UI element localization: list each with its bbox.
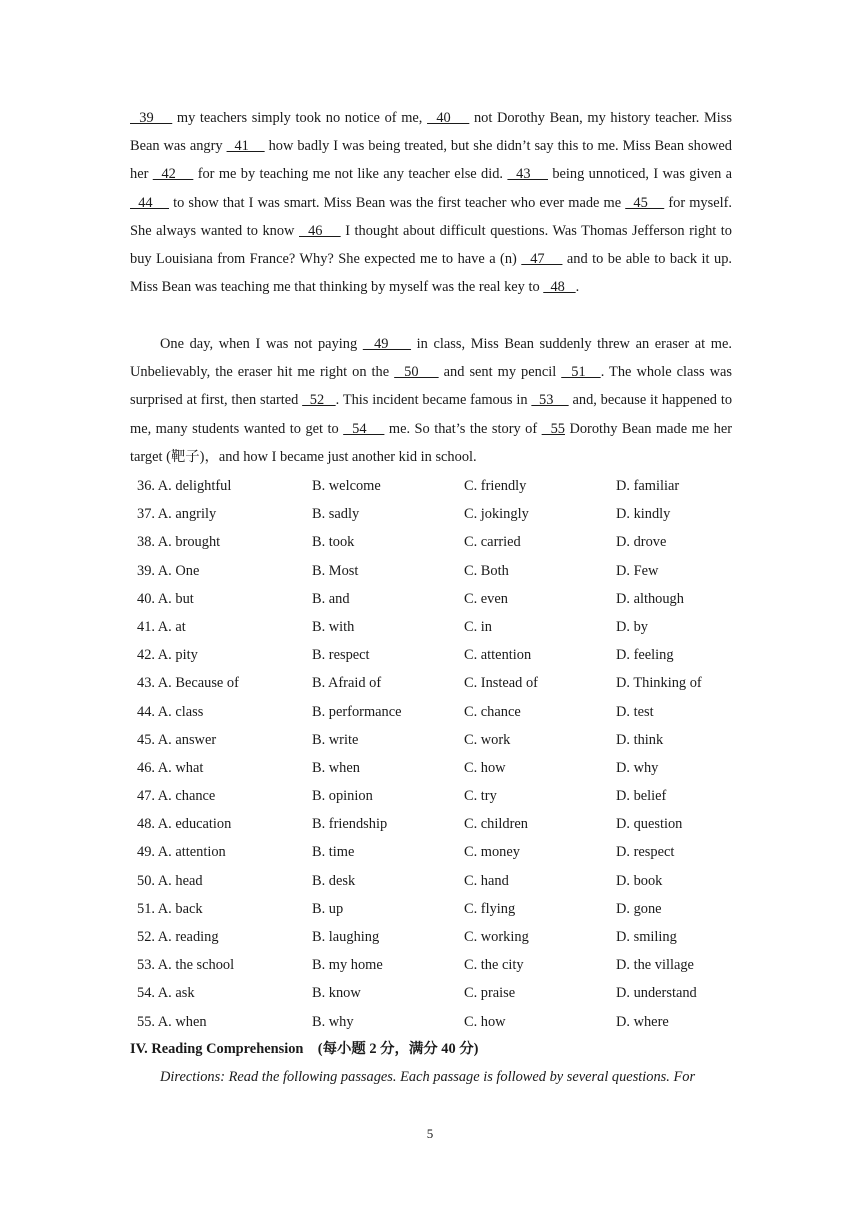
passage-text: me. So that’s the story of bbox=[384, 420, 542, 437]
passage-text: in class, Miss Bean suddenly threw an eraser at me. Unbelievably, the eraser hit me right on the bbox=[130, 336, 732, 381]
option-choice-d: D. smiling bbox=[616, 929, 677, 945]
blank-number: 53 bbox=[531, 392, 569, 409]
option-choice-b: B. welcome bbox=[312, 478, 381, 494]
option-row bbox=[137, 754, 737, 782]
blank-number: 48 bbox=[543, 279, 576, 296]
option-choice-a: 48. A. education bbox=[137, 816, 232, 833]
option-choice-a: 55. A. when bbox=[137, 1013, 207, 1030]
option-choice-d: D. by bbox=[616, 618, 648, 635]
passage-text: how badly I was being treated, but she didn’t say this to me. Miss Bean showed her bbox=[130, 138, 732, 183]
passage-text: for myself. She always wanted to know bbox=[130, 194, 732, 239]
passage-text: to show that I was smart. Miss Bean was the first teacher who ever made me bbox=[169, 194, 626, 211]
option-row bbox=[137, 810, 737, 838]
passage-text: . This incident became famous in bbox=[335, 392, 532, 409]
blank-number: 46 bbox=[299, 222, 341, 239]
option-choice-b: B. time bbox=[312, 844, 355, 861]
passage-text: not Dorothy Bean, my history teacher. Miss Bean was angry bbox=[130, 110, 733, 155]
blank-number: 45 bbox=[625, 194, 665, 211]
option-choice-b: B. friendship bbox=[312, 816, 388, 833]
blank-number: 55 bbox=[541, 420, 565, 437]
blank-number: 50 bbox=[394, 364, 439, 381]
option-choice-b: B. my home bbox=[312, 957, 383, 974]
option-row bbox=[137, 782, 737, 810]
option-row bbox=[137, 895, 737, 923]
option-choice-b: B. Most bbox=[312, 562, 359, 579]
option-choice-a: 38. A. brought bbox=[137, 534, 221, 551]
passage-text: Dorothy Bean made me her target (靶子)，and how I became just another kid in school. bbox=[130, 420, 733, 465]
option-choice-a: 45. A. answer bbox=[137, 731, 217, 748]
blank-number: 54 bbox=[343, 420, 385, 437]
option-choice-d: D. Thinking of bbox=[616, 675, 702, 692]
blank-number: 41 bbox=[226, 138, 265, 155]
blank-number: 43 bbox=[507, 166, 548, 183]
page-number: 5 bbox=[426, 1126, 434, 1141]
option-choice-b: B. and bbox=[312, 590, 350, 607]
option-choice-a: 40. A. but bbox=[137, 590, 194, 607]
option-choice-b: B. when bbox=[312, 759, 360, 776]
option-choice-d: D. familiar bbox=[616, 478, 680, 494]
blank-number: 49 bbox=[362, 336, 412, 352]
option-choice-d: D. belief bbox=[616, 788, 667, 805]
option-choice-d: D. drove bbox=[616, 534, 667, 551]
option-choice-a: 44. A. class bbox=[137, 703, 204, 720]
option-choice-b: B. respect bbox=[312, 647, 370, 664]
blank-number: 51 bbox=[561, 364, 601, 381]
blank-number: 39 bbox=[130, 110, 173, 126]
option-choice-a: 50. A. head bbox=[137, 872, 203, 889]
option-row bbox=[137, 1008, 737, 1036]
option-row bbox=[137, 472, 737, 500]
option-choice-b: B. sadly bbox=[312, 506, 360, 523]
option-choice-d: D. gone bbox=[616, 900, 662, 917]
option-choice-d: D. test bbox=[616, 703, 654, 720]
option-row bbox=[137, 585, 737, 613]
option-row bbox=[137, 528, 737, 556]
option-choice-b: B. with bbox=[312, 618, 355, 635]
option-choice-c: C. work bbox=[464, 731, 511, 748]
passage-text: and, because it happened to me, many students wanted to get to bbox=[130, 392, 733, 437]
option-choice-b: B. up bbox=[312, 900, 344, 917]
option-choice-d: D. although bbox=[616, 590, 684, 607]
option-choice-d: D. book bbox=[616, 872, 663, 889]
option-choice-b: B. laughing bbox=[312, 929, 380, 945]
option-choice-c: C. working bbox=[464, 929, 529, 945]
option-row bbox=[137, 641, 737, 669]
option-choice-c: C. Both bbox=[464, 562, 509, 579]
passage-text: and sent my pencil bbox=[438, 364, 562, 381]
passage-text: I thought about difficult questions. Was Thomas Jefferson right to buy Louisiana from France? Why? She expected me to have a (n) bbox=[130, 222, 732, 268]
option-choice-d: D. question bbox=[616, 816, 683, 833]
option-choice-b: B. why bbox=[312, 1013, 354, 1030]
option-choice-a: 51. A. back bbox=[137, 900, 203, 917]
blank-number: 42 bbox=[152, 166, 194, 183]
passage-text: my teachers simply took no notice of me, bbox=[172, 110, 428, 126]
option-choice-c: C. carried bbox=[464, 534, 521, 551]
answer-options-table bbox=[137, 472, 737, 1036]
option-choice-b: B. know bbox=[312, 985, 361, 1002]
option-row bbox=[137, 867, 737, 895]
option-choice-a: 53. A. the school bbox=[137, 957, 235, 974]
blank-number: 44 bbox=[130, 194, 170, 211]
passage-text: and to be able to back it up. Miss Bean was teaching me that thinking by myself was the real key to bbox=[130, 251, 732, 296]
blank-number: 40 bbox=[427, 110, 470, 126]
option-choice-c: C. praise bbox=[464, 985, 516, 1002]
option-choice-b: B. desk bbox=[312, 872, 356, 889]
option-choice-d: D. the village bbox=[616, 957, 694, 974]
option-choice-c: C. how bbox=[464, 759, 506, 776]
option-choice-a: 46. A. what bbox=[137, 759, 204, 776]
option-choice-d: D. Few bbox=[616, 562, 659, 579]
passage-text: . bbox=[575, 279, 580, 296]
option-choice-a: 37. A. angrily bbox=[137, 506, 217, 523]
option-choice-c: C. children bbox=[464, 816, 528, 833]
option-choice-a: 36. A. delightful bbox=[137, 478, 232, 494]
passage-text: for me by teaching me not like any teacher else did. bbox=[193, 166, 508, 183]
option-choice-b: B. opinion bbox=[312, 788, 373, 805]
option-choice-c: C. hand bbox=[464, 872, 509, 889]
option-row bbox=[137, 923, 737, 951]
option-choice-d: D. where bbox=[616, 1013, 669, 1030]
option-choice-c: C. even bbox=[464, 590, 508, 607]
option-row bbox=[137, 698, 737, 726]
option-choice-d: D. think bbox=[616, 731, 664, 748]
option-row bbox=[137, 951, 737, 979]
directions-text: Directions: Read the following passages. Each passage is followed by several questions. For bbox=[160, 1069, 696, 1085]
option-choice-c: C. friendly bbox=[464, 478, 527, 494]
option-choice-a: 54. A. ask bbox=[137, 985, 195, 1002]
option-choice-a: 39. A. One bbox=[137, 562, 200, 579]
option-choice-b: B. performance bbox=[312, 703, 402, 720]
option-choice-c: C. in bbox=[464, 618, 492, 635]
option-choice-c: C. flying bbox=[464, 900, 516, 917]
option-choice-c: C. the city bbox=[464, 957, 524, 974]
option-choice-a: 41. A. at bbox=[137, 618, 186, 635]
option-choice-b: B. write bbox=[312, 731, 359, 748]
option-choice-a: 49. A. attention bbox=[137, 844, 226, 861]
option-choice-c: C. Instead of bbox=[464, 675, 538, 692]
blank-number: 52 bbox=[302, 392, 336, 409]
passage-text: . The whole class was surprised at first, then started bbox=[130, 364, 732, 409]
option-choice-a: 43. A. Because of bbox=[137, 675, 239, 692]
option-row bbox=[137, 613, 737, 641]
passage-text: One day, when I was not paying bbox=[160, 336, 363, 352]
option-choice-b: B. took bbox=[312, 534, 355, 551]
option-choice-d: D. why bbox=[616, 759, 659, 776]
option-choice-c: C. try bbox=[464, 788, 497, 805]
option-choice-c: C. jokingly bbox=[464, 506, 529, 523]
option-choice-c: C. how bbox=[464, 1013, 506, 1030]
option-row bbox=[137, 838, 737, 866]
option-choice-c: C. money bbox=[464, 844, 520, 861]
option-choice-a: 52. A. reading bbox=[137, 929, 219, 945]
passage-text: being unnoticed, I was given a bbox=[547, 166, 733, 183]
option-choice-b: B. Afraid of bbox=[312, 675, 382, 692]
option-choice-d: D. feeling bbox=[616, 647, 674, 664]
option-choice-d: D. respect bbox=[616, 844, 675, 861]
cloze-paragraph-2 bbox=[130, 330, 732, 471]
blank-number: 47 bbox=[521, 251, 563, 268]
option-row bbox=[137, 500, 737, 528]
section-heading: IV. Reading Comprehension (每小题 2 分，满分 40 分) bbox=[130, 1041, 479, 1057]
option-choice-a: 42. A. pity bbox=[137, 647, 198, 664]
option-choice-a: 47. A. chance bbox=[137, 788, 216, 805]
option-row bbox=[137, 726, 737, 754]
option-row bbox=[137, 557, 737, 585]
option-choice-c: C. chance bbox=[464, 703, 521, 720]
option-choice-c: C. attention bbox=[464, 647, 532, 664]
option-choice-d: D. understand bbox=[616, 985, 697, 1002]
option-choice-d: D. kindly bbox=[616, 506, 671, 523]
option-row bbox=[137, 979, 737, 1007]
cloze-paragraph-1 bbox=[130, 104, 732, 301]
option-row bbox=[137, 669, 737, 697]
